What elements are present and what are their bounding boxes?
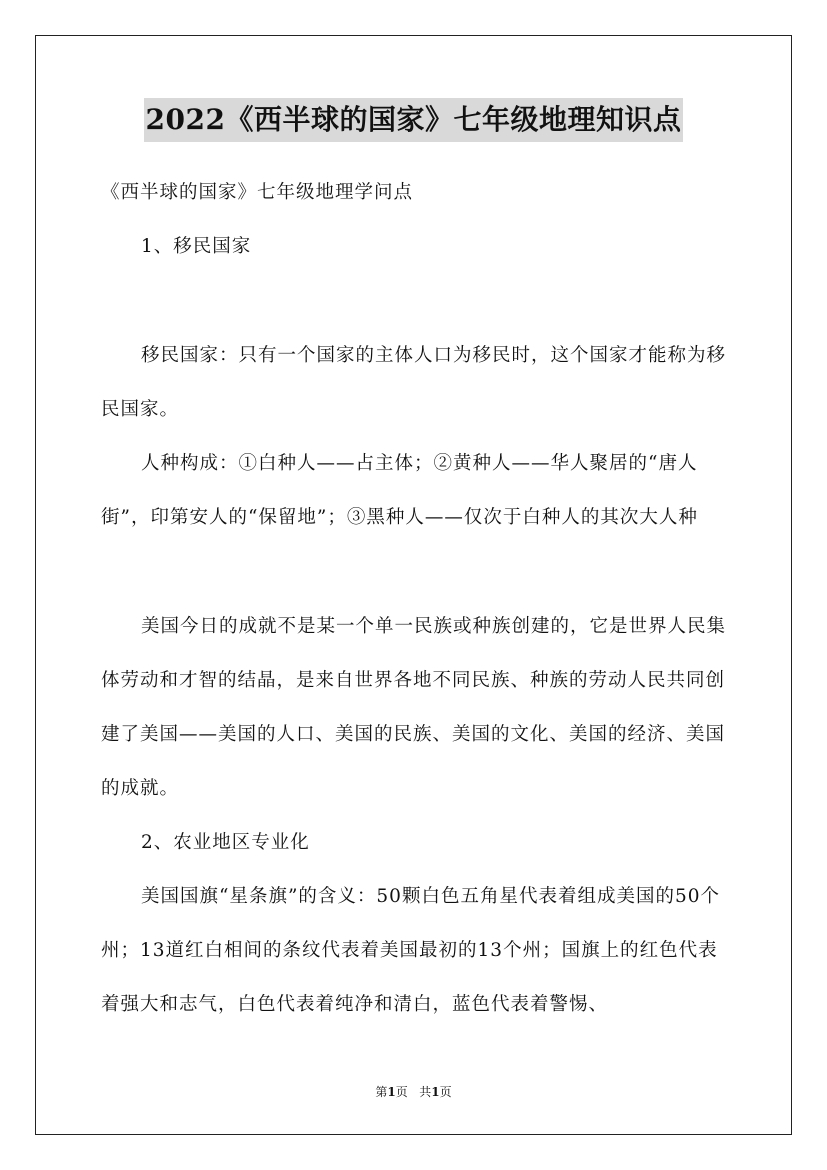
footer-total-suffix: 页 — [439, 1085, 452, 1099]
paragraph-heading-agriculture: 2、农业地区专业化 — [141, 832, 310, 853]
footer-page-current: 1 — [387, 1085, 396, 1099]
page-footer — [0, 1083, 827, 1101]
paragraph-race-composition: 人种构成：①白种人——占主体；②黄种人——华人聚居的“唐人街”，印第安人的“保留地”；③黑种人——仅次于白种人的其次大人种 — [101, 453, 698, 528]
paragraph-subtitle: 《西半球的国家》七年级地理学问点 — [101, 182, 414, 203]
title-container — [0, 98, 827, 142]
paragraph-immigrant-definition: 移民国家：只有一个国家的主体人口为移民时，这个国家才能称为移民国家。 — [101, 345, 727, 420]
footer-page-suffix: 页 — [395, 1085, 408, 1099]
paragraph-flag-meaning: 美国国旗“星条旗”的含义：50颗白色五角星代表着组成美国的50个州；13道红白相间的条纹代表着美国最初的13个州；国旗上的红色代表着强大和志气，白色代表着纯净和清白，蓝色代表着警惕、 — [101, 886, 720, 1015]
paragraph-heading-immigrant-country: 1、移民国家 — [141, 236, 252, 257]
footer-page-prefix: 第 — [375, 1085, 388, 1099]
footer-total-prefix: 共 — [419, 1085, 432, 1099]
paragraph-us-achievement: 美国今日的成就不是某一个单一民族或种族创建的，它是世界人民集体劳动和才智的结晶，是来自世界各地不同民族、种族的劳动人民共同创建了美国——美国的人口、美国的民族、美国的文化、美国的经济、美国的成就。 — [101, 616, 727, 799]
document-title: 2022《西半球的国家》七年级地理知识点 — [144, 98, 684, 142]
footer-page-total: 1 — [431, 1085, 440, 1099]
